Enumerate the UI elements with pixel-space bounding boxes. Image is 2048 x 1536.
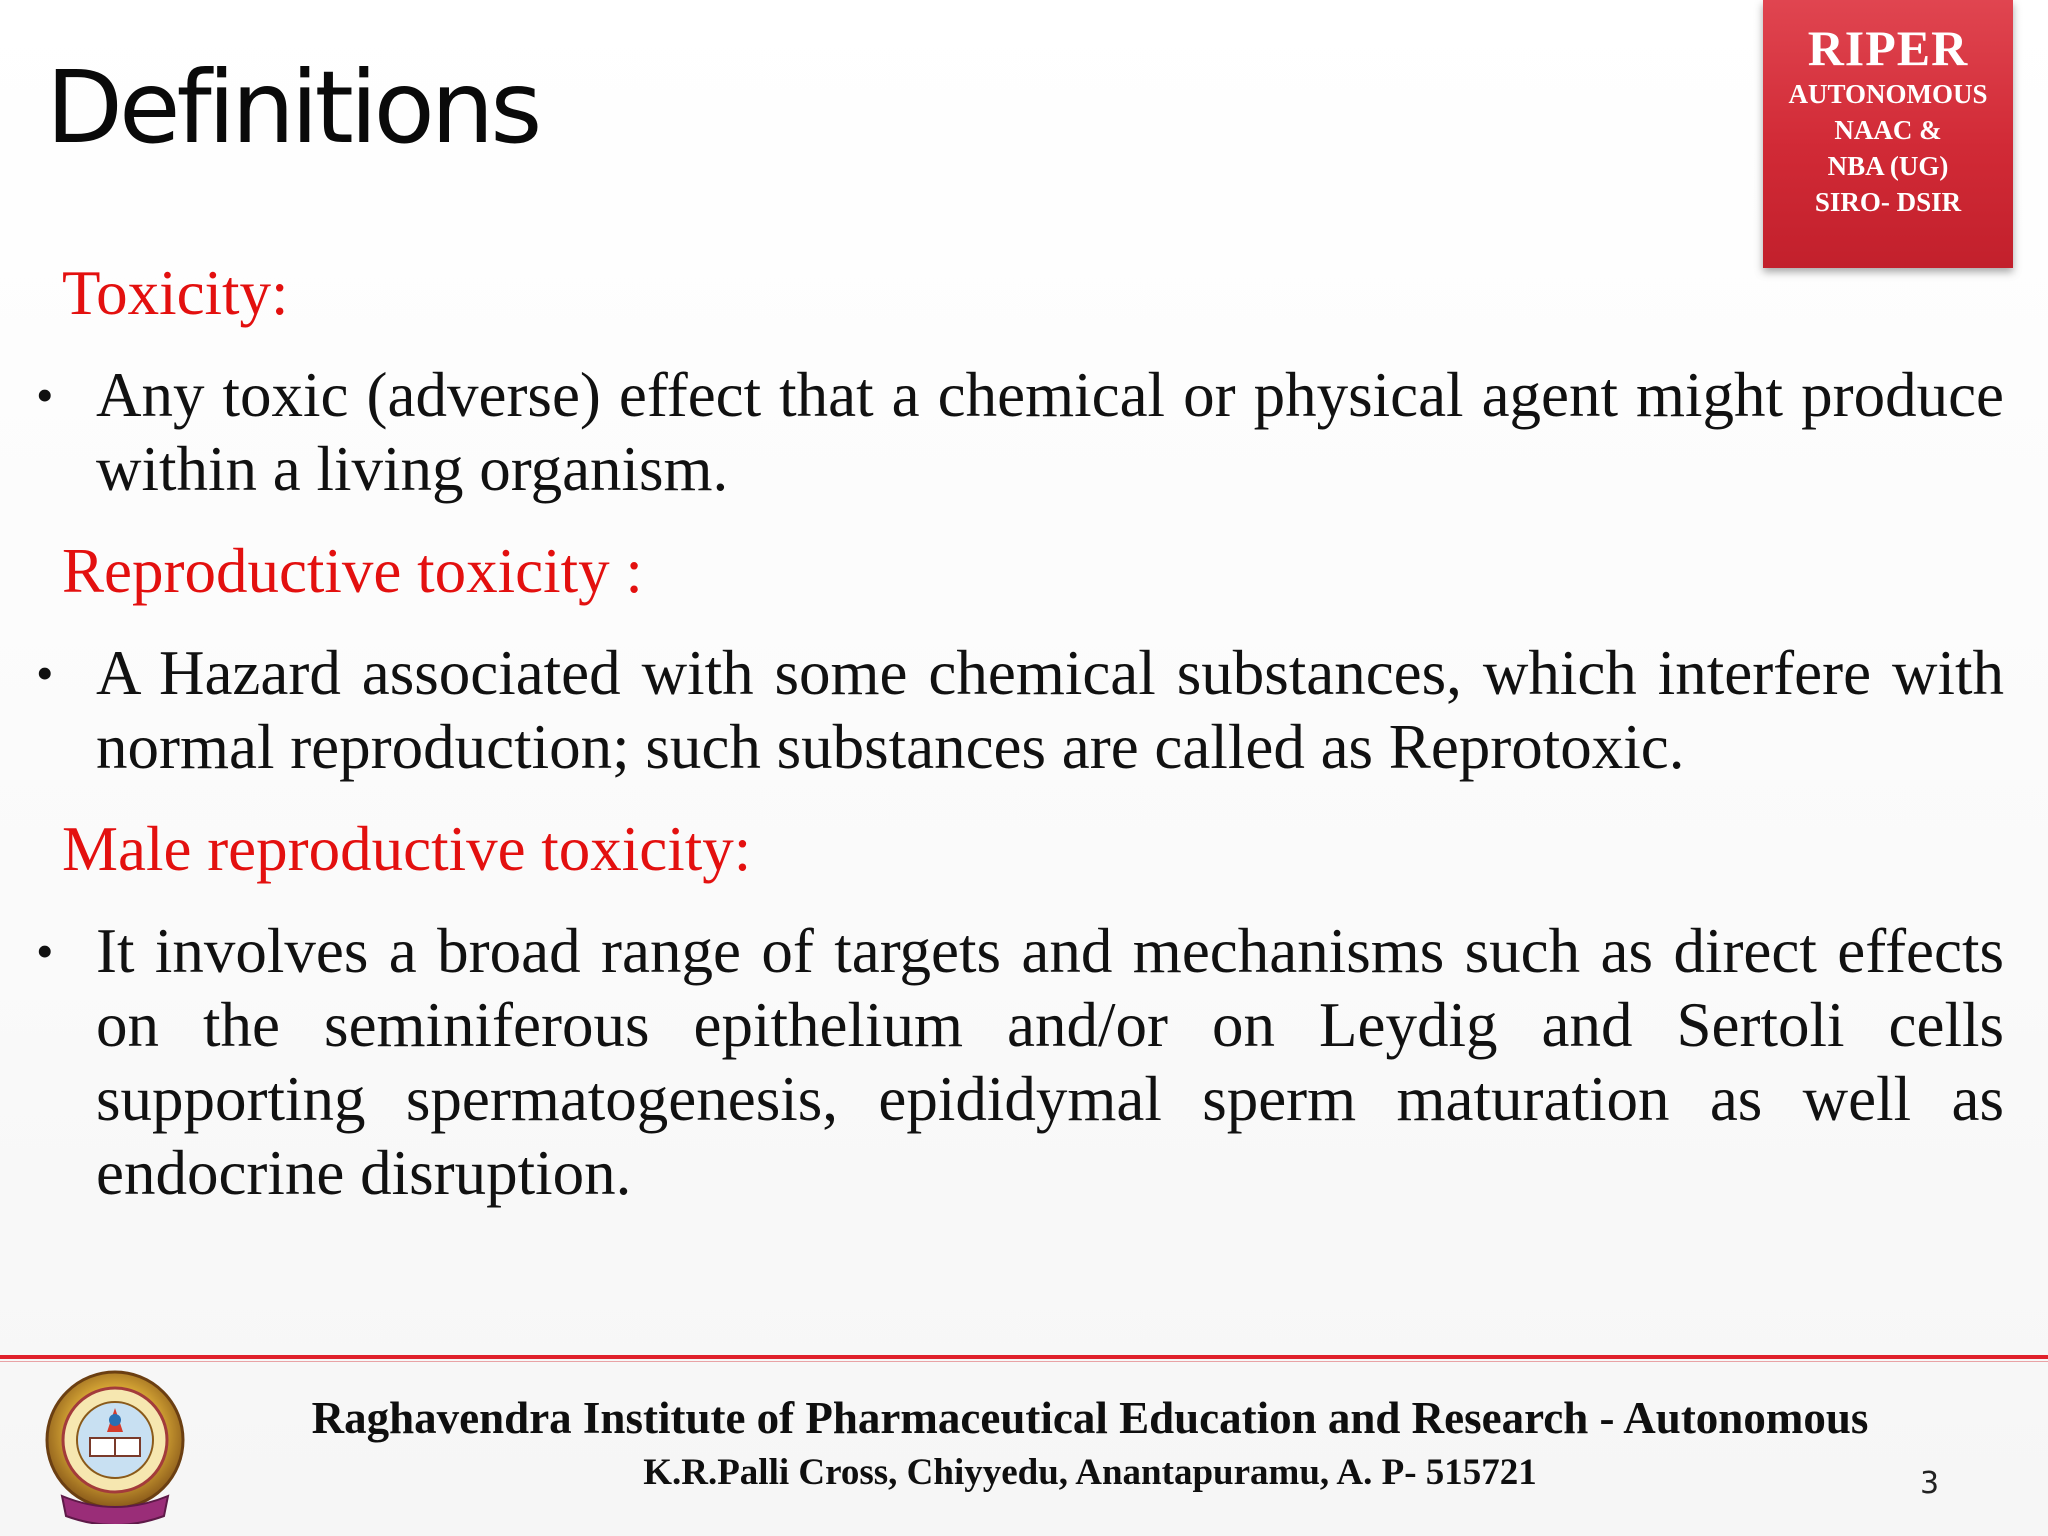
badge-siro: SIRO- DSIR bbox=[1814, 187, 1962, 217]
badge-naac: NAAC & bbox=[1834, 115, 1942, 145]
bullet-toxicity bbox=[36, 358, 2004, 506]
heading-reproductive-toxicity: Reproductive toxicity : bbox=[62, 536, 643, 606]
bullet-dot-icon: • bbox=[36, 367, 54, 423]
college-seal-icon bbox=[40, 1368, 190, 1524]
bullet-male-reproductive-toxicity bbox=[36, 914, 2004, 1210]
slide-title: Definitions bbox=[46, 49, 539, 166]
bullet-reproductive-toxicity bbox=[36, 636, 2004, 784]
heading-toxicity: Toxicity: bbox=[62, 258, 289, 328]
page-number: 3 bbox=[1920, 1466, 1940, 1501]
bullet-text: Any toxic (adverse) effect that a chemical or physical agent might produce within a living organism. bbox=[96, 360, 2004, 504]
bullet-text: A Hazard associated with some chemical substances, which interfere with normal reproduction; such substances are called as Reprotoxic. bbox=[96, 638, 2004, 782]
heading-male-reproductive-toxicity: Male reproductive toxicity: bbox=[62, 814, 752, 884]
bullet-text: It involves a broad range of targets and mechanisms such as direct effects on the seminiferous epithelium and/or on Leydig and Sertoli cells supporting spermatogenesis, epididymal sperm maturation as well as endocrine disruption. bbox=[96, 916, 2004, 1208]
footer-divider-shadow bbox=[0, 1361, 2048, 1362]
footer-divider bbox=[0, 1355, 2048, 1359]
badge-nba: NBA (UG) bbox=[1827, 151, 1949, 181]
bullet-dot-icon: • bbox=[36, 645, 54, 701]
badge-autonomous: AUTONOMOUS bbox=[1788, 79, 1988, 109]
badge-riper: RIPER bbox=[1807, 20, 1969, 76]
institute-name: Raghavendra Institute of Pharmaceutical Education and Research - Autonomous bbox=[311, 1393, 1869, 1443]
bullet-dot-icon: • bbox=[36, 923, 54, 979]
accreditation-badge bbox=[1763, 0, 2013, 268]
institute-address: K.R.Palli Cross, Chiyyedu, Anantapuramu, A. P- 515721 bbox=[643, 1452, 1537, 1493]
